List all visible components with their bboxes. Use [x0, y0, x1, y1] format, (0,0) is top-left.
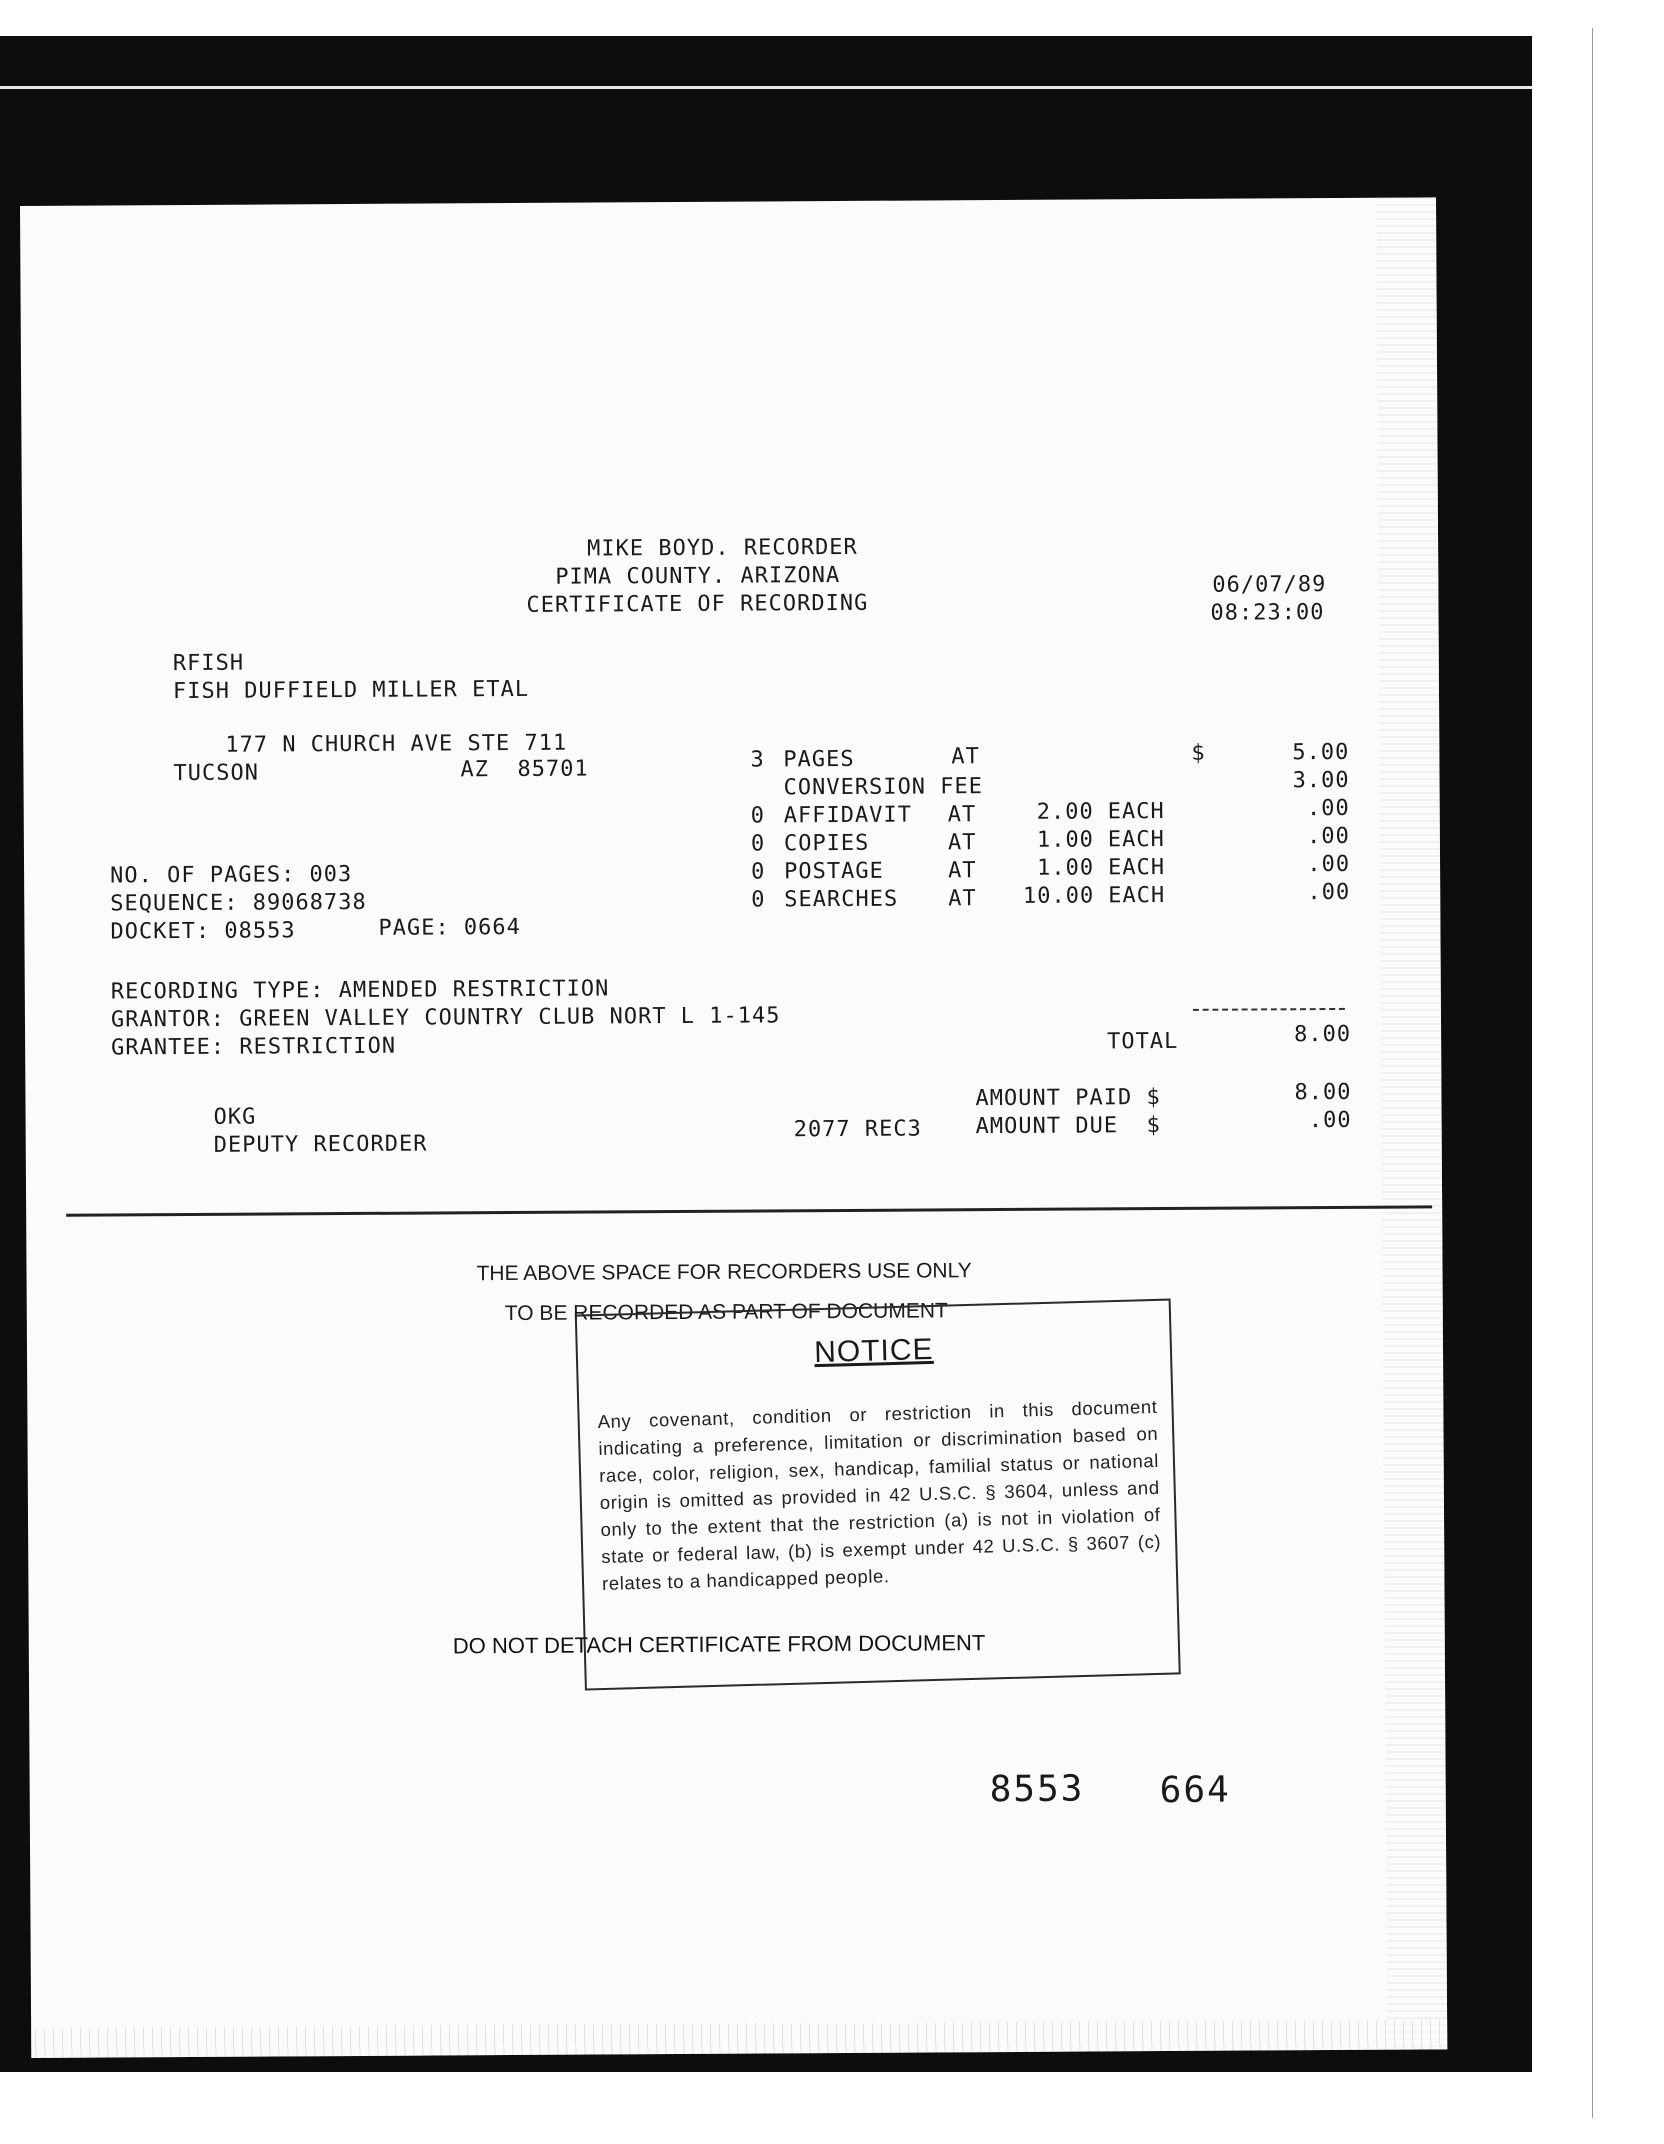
fee-item: PAGES — [783, 746, 855, 773]
deputy-title: DEPUTY RECORDER — [213, 1131, 428, 1158]
total-rule — [1193, 1008, 1345, 1011]
stamp-page: 664 — [1159, 1769, 1231, 1812]
grantee: GRANTEE: RESTRICTION — [111, 1033, 397, 1061]
fee-qty: 0 — [751, 887, 766, 913]
amount-paid: 8.00 — [1294, 1079, 1352, 1106]
recorded-part-caption: TO BE RECORDED AS PART OF DOCUMENT — [504, 1299, 948, 1326]
fee-item: AFFIDAVIT — [783, 802, 913, 829]
recording-type: RECORDING TYPE: AMENDED RESTRICTION — [110, 976, 610, 1005]
fee-amount: .00 — [1307, 823, 1350, 850]
addressee-name: FISH DUFFIELD MILLER ETAL — [172, 676, 530, 705]
addressee-street: 177 N CHURCH AVE STE 711 — [225, 730, 568, 758]
addressee-state-zip: AZ 85701 — [460, 756, 589, 783]
fee-amount: .00 — [1306, 795, 1350, 822]
notice-body: Any covenant, condition or restriction in this document indicating a preference, limitation or discrimination based on race, color, religion, sex, handicap, familial status or national origin is omitted as provided in 42 U.S.C. § 3604, unless and only to the extent that the restriction (a) is not in violation of state or federal law, (b) is exempt under 42 U.S.C. § 3607 (c) relates to a handicapped people. — [597, 1395, 1162, 1594]
fee-item: SEARCHES — [784, 886, 899, 913]
fee-each: EACH — [1107, 827, 1165, 853]
total-label: TOTAL — [1107, 1028, 1179, 1055]
top-rule — [0, 86, 1532, 89]
fee-item: POSTAGE — [784, 858, 884, 885]
record-date: 06/07/89 — [1212, 572, 1327, 598]
do-not-detach-caption: DO NOT DETACH CERTIFICATE FROM DOCUMENT — [452, 1630, 986, 1659]
recorders-use-caption: THE ABOVE SPACE FOR RECORDERS USE ONLY — [476, 1259, 972, 1286]
fee-at: AT — [947, 802, 977, 828]
notice-title: NOTICE — [813, 1332, 934, 1370]
fee-each: EACH — [1107, 855, 1166, 881]
record-time: 08:23:00 — [1210, 600, 1325, 626]
certificate-title: CERTIFICATE OF RECORDING — [526, 590, 869, 618]
fee-qty: 0 — [751, 859, 766, 885]
fee-item: COPIES — [783, 830, 870, 857]
fee-at: AT — [948, 886, 977, 912]
county-name: PIMA COUNTY. ARIZONA — [555, 562, 841, 590]
recorder-name: MIKE BOYD. RECORDER — [587, 534, 858, 562]
deputy-initials: OKG — [213, 1104, 257, 1130]
separator-line — [66, 1205, 1432, 1216]
stamp-docket: 8553 — [989, 1768, 1085, 1811]
fee-rate: 1.00 — [1036, 827, 1094, 853]
page-count: NO. OF PAGES: 003 — [110, 861, 353, 889]
fee-each: EACH — [1107, 799, 1165, 825]
fee-rate: 2.00 — [1036, 799, 1094, 825]
fee-qty: 0 — [750, 803, 766, 829]
grantor: GRANTOR: GREEN VALLEY COUNTRY CLUB NORT L 1-145 — [110, 1003, 781, 1033]
fee-rate: 10.00 — [1022, 883, 1095, 909]
edge-noise — [1376, 197, 1447, 2049]
docket-page: PAGE: 0664 — [378, 914, 521, 941]
sequence-number: SEQUENCE: 89068738 — [110, 889, 367, 917]
fee-currency: $ — [1191, 740, 1206, 766]
docket-number: DOCKET: 08553 — [110, 918, 296, 945]
amount-due-label: AMOUNT DUE $ — [975, 1113, 1161, 1140]
document-page — [20, 197, 1447, 2058]
amount-paid-label: AMOUNT PAID $ — [975, 1085, 1161, 1112]
fee-at: AT — [947, 830, 977, 856]
total-amount: 8.00 — [1294, 1021, 1352, 1048]
fee-at: AT — [948, 858, 977, 884]
fee-qty: 0 — [750, 831, 766, 857]
fee-amount: .00 — [1307, 879, 1351, 906]
fee-rate: 1.00 — [1037, 855, 1095, 881]
addressee-city: TUCSON — [173, 760, 260, 787]
fee-amount: 3.00 — [1292, 767, 1350, 794]
fee-at: AT — [951, 744, 980, 770]
fee-qty: 3 — [750, 747, 765, 773]
receipt-number: 2077 REC3 — [793, 1116, 922, 1143]
addressee-code: RFISH — [172, 650, 245, 677]
fee-item: CONVERSION FEE — [783, 774, 984, 801]
amount-due: .00 — [1308, 1107, 1352, 1134]
fee-amount: .00 — [1307, 851, 1351, 878]
fee-each: EACH — [1108, 883, 1166, 909]
fee-amount: 5.00 — [1292, 739, 1350, 766]
margin-line — [1592, 28, 1593, 2118]
